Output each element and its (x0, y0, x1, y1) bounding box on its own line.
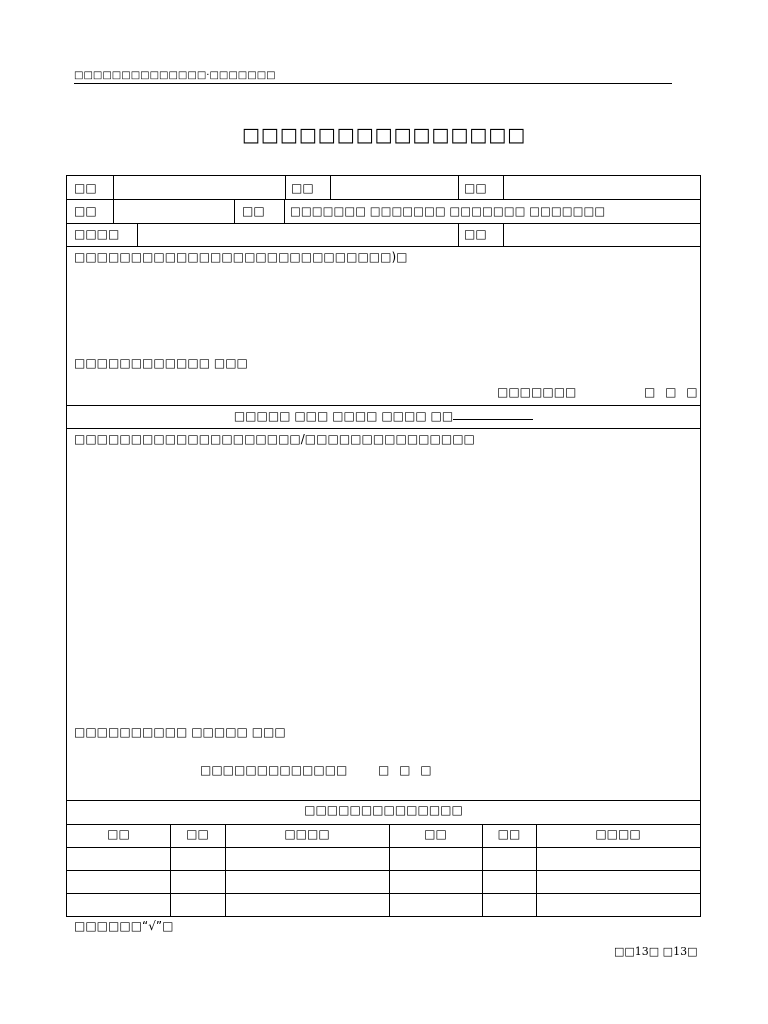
section2-choice[interactable]: □□□□□□□□□□ □□□□□ □□□ (74, 725, 286, 739)
column-header: □□□□ (595, 827, 641, 841)
footnote: □□□□□□“√”□ (74, 919, 174, 933)
section2-signature-label: □□□□□□□□□□□□□ (200, 763, 348, 777)
col-divider (503, 223, 504, 246)
result-options[interactable] (67, 408, 700, 423)
row-divider (67, 223, 700, 224)
option-checkboxes[interactable]: □□□□□□□ □□□□□□□ □□□□□□□ □□□□□□□ (290, 204, 606, 218)
field-label: □□ (464, 181, 487, 195)
section1-signature-label: □□□□□□□ (497, 385, 577, 399)
row-divider (67, 870, 700, 871)
field-label: □□ (242, 204, 265, 218)
field-label: □□ (74, 181, 97, 195)
form-table (66, 175, 701, 917)
row-divider (67, 824, 700, 825)
page-number: □□13□ □13□ (614, 945, 698, 958)
form-title: □□□□□□□□□□□□□□□ (241, 124, 527, 146)
section2-prompt: □□□□□□□□□□□□□□□□□□□□/□□□□□□□□□□□□□□□ (74, 432, 475, 446)
col-divider (113, 199, 114, 223)
section1-prompt: □□□□□□□□□□□□□□□□□□□□□□□□□□□□)□ (74, 250, 408, 264)
col-divider (458, 223, 459, 246)
section2-date: □ □ □ (378, 763, 432, 777)
col-divider (458, 176, 459, 199)
col-divider (137, 223, 138, 246)
field-label: □□ (464, 227, 487, 241)
col-divider (285, 176, 286, 199)
field-label: □□ (291, 181, 314, 195)
column-header: □□ (497, 827, 521, 841)
section1-choice[interactable]: □□□□□□□□□□□□ □□□ (74, 356, 248, 370)
column-header: □□ (107, 827, 130, 841)
column-header: □□□□ (284, 827, 330, 841)
section1-date: □ □ □ (644, 385, 698, 399)
row-divider (67, 893, 700, 894)
col-divider (113, 176, 114, 199)
row-divider (67, 405, 700, 406)
row-divider (67, 847, 700, 848)
row-divider (67, 246, 700, 247)
col-divider (234, 199, 235, 223)
col-divider (503, 176, 504, 199)
col-divider (284, 199, 285, 223)
row-divider (67, 199, 700, 200)
document-header: □□□□□□□□□□□□□□·□□□□□□□ (74, 70, 672, 84)
result-options-text: □□□□□ □□□ □□□□ □□□□ □□ (233, 409, 454, 423)
field-label: □□□□ (74, 227, 120, 241)
column-header: □□ (424, 827, 447, 841)
col-divider (330, 176, 331, 199)
other-blank-line[interactable] (453, 408, 533, 420)
row-divider (67, 800, 700, 801)
sign-table-title: □□□□□□□□□□□□□□ (304, 803, 463, 817)
field-label: □□ (74, 204, 97, 218)
row-divider (67, 428, 700, 429)
column-header: □□ (186, 827, 209, 841)
